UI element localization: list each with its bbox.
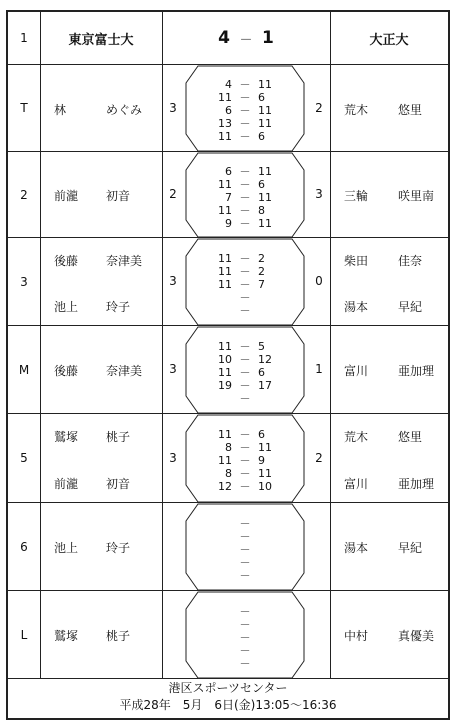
home-player-family-name: 後藤 xyxy=(54,364,79,378)
home-game-points: 11 xyxy=(218,178,232,191)
game-score-line xyxy=(186,480,304,493)
home-game-points: 13 xyxy=(218,117,232,130)
game-score-line xyxy=(186,467,304,480)
game-score-dash: － xyxy=(239,480,251,493)
away-player-family-name: 湯本 xyxy=(344,541,369,555)
home-game-points: 11 xyxy=(218,252,232,265)
home-player xyxy=(54,428,164,444)
home-player-family-name: 池上 xyxy=(54,541,79,555)
away-game-points: 10 xyxy=(258,480,272,493)
away-player-family-name: 荒木 xyxy=(344,102,369,117)
game-score-line xyxy=(186,291,304,304)
home-game-points: 11 xyxy=(218,454,232,467)
match-label: 2 xyxy=(20,187,28,202)
game-score-dash: － xyxy=(239,78,251,91)
home-game-points: 4 xyxy=(225,78,232,91)
away-game-points: 12 xyxy=(258,353,272,366)
away-game-points: 8 xyxy=(258,204,265,217)
game-score-line xyxy=(186,379,304,392)
game-score-dash: － xyxy=(239,117,251,130)
home-player xyxy=(54,627,164,643)
game-score-dash: － xyxy=(239,569,251,582)
home-games-won: 2 xyxy=(169,187,177,201)
game-score-dash: － xyxy=(239,454,251,467)
game-score-line xyxy=(186,441,304,454)
home-game-points: 11 xyxy=(218,278,232,291)
away-player xyxy=(344,101,454,117)
match-label: L xyxy=(20,627,28,642)
game-score-line xyxy=(186,454,304,467)
game-scores xyxy=(186,165,304,230)
home-games-won: 3 xyxy=(169,450,177,465)
home-player xyxy=(54,187,164,203)
venue: 港区スポーツセンター xyxy=(168,681,288,695)
game-score-line xyxy=(186,278,304,291)
away-player xyxy=(344,627,454,643)
game-score-line xyxy=(186,618,304,631)
away-player xyxy=(344,428,454,444)
game-scores xyxy=(186,252,304,317)
away-player-given-name: 佳奈 xyxy=(398,254,423,268)
game-score-dash: － xyxy=(239,379,251,392)
game-score-dash: － xyxy=(239,165,251,178)
game-score-dash: － xyxy=(239,428,251,441)
home-player xyxy=(54,475,164,491)
game-score-dash: － xyxy=(239,304,251,317)
home-team-name: 東京富士大 xyxy=(68,32,134,48)
home-game-points: 11 xyxy=(218,130,232,143)
away-player-given-name: 早紀 xyxy=(398,541,423,555)
game-score-dash: － xyxy=(239,441,251,454)
game-score-dash: － xyxy=(239,517,251,530)
score-separator: － xyxy=(239,32,253,48)
game-scores xyxy=(186,78,304,143)
away-player-given-name: 咲里南 xyxy=(398,189,435,203)
away-player-given-name: 悠里 xyxy=(398,430,423,444)
home-game-points: 11 xyxy=(218,91,232,104)
game-score-line xyxy=(186,78,304,91)
home-player-family-name: 林 xyxy=(54,102,67,117)
home-player-family-name: 池上 xyxy=(54,300,79,314)
home-player-given-name: 玲子 xyxy=(106,300,131,314)
game-score-dash: － xyxy=(239,340,251,353)
game-score-line xyxy=(186,178,304,191)
home-player xyxy=(54,298,164,314)
away-player-given-name: 亜加理 xyxy=(398,364,435,378)
game-score-dash: － xyxy=(239,631,251,644)
game-score-line xyxy=(186,392,304,405)
home-game-points: 8 xyxy=(225,467,232,480)
match-label: M xyxy=(18,362,30,377)
game-score-line xyxy=(186,217,304,230)
round-number: 1 xyxy=(20,31,28,45)
game-score-line xyxy=(186,657,304,670)
game-score-dash: － xyxy=(239,605,251,618)
away-game-points: 11 xyxy=(258,117,272,130)
home-player-family-name: 前瀧 xyxy=(54,189,79,203)
home-game-points: 11 xyxy=(218,265,232,278)
away-game-points: 11 xyxy=(258,191,272,204)
away-games-won: 0 xyxy=(315,274,323,288)
game-score-line xyxy=(186,428,304,441)
away-game-points: 2 xyxy=(258,252,265,265)
game-score-dash: － xyxy=(239,467,251,480)
home-game-points: 19 xyxy=(218,379,232,392)
match-label: 3 xyxy=(20,274,28,289)
away-player xyxy=(344,539,454,555)
away-player-given-name: 早紀 xyxy=(398,300,423,314)
game-score-line xyxy=(186,644,304,657)
away-game-points: 7 xyxy=(258,278,265,291)
away-game-points: 6 xyxy=(258,178,265,191)
home-player-given-name: 奈津美 xyxy=(106,254,143,268)
away-player-family-name: 三輪 xyxy=(344,189,369,203)
game-score-dash: － xyxy=(239,543,251,556)
game-score-dash: － xyxy=(239,204,251,217)
home-team-score: 4 xyxy=(218,28,230,48)
away-team-score: 1 xyxy=(262,28,274,48)
game-score-line xyxy=(186,130,304,143)
away-player-given-name: 亜加理 xyxy=(398,477,435,491)
away-game-points: 11 xyxy=(258,217,272,230)
home-player-given-name: 初音 xyxy=(106,189,131,203)
game-score-dash: － xyxy=(239,530,251,543)
game-score-dash: － xyxy=(239,91,251,104)
away-player-family-name: 湯本 xyxy=(344,300,369,314)
match-row xyxy=(8,326,448,414)
game-score-dash: － xyxy=(239,252,251,265)
home-player-given-name: めぐみ xyxy=(106,102,143,117)
game-score-line xyxy=(186,517,304,530)
game-score-line xyxy=(186,366,304,379)
home-player-given-name: 桃子 xyxy=(106,629,131,643)
match-label: 6 xyxy=(20,539,28,554)
away-player-family-name: 富川 xyxy=(344,477,369,491)
away-games-won: 1 xyxy=(315,362,323,376)
away-player-family-name: 富川 xyxy=(344,364,369,378)
home-game-points: 9 xyxy=(225,217,232,230)
match-row xyxy=(8,503,448,591)
game-score-dash: － xyxy=(239,657,251,670)
away-player xyxy=(344,252,454,268)
home-player xyxy=(54,362,164,378)
away-game-points: 5 xyxy=(258,340,265,353)
match-row xyxy=(8,65,448,152)
home-game-points: 11 xyxy=(218,204,232,217)
game-score-line xyxy=(186,543,304,556)
away-player xyxy=(344,187,454,203)
match-row xyxy=(8,238,448,326)
home-games-won: 3 xyxy=(169,362,177,376)
game-scores xyxy=(186,340,304,405)
game-score-dash: － xyxy=(239,366,251,379)
away-games-won: 2 xyxy=(315,100,323,115)
home-player-family-name: 鷲塚 xyxy=(54,430,79,444)
game-score-line xyxy=(186,265,304,278)
away-player xyxy=(344,475,454,491)
game-score-dash: － xyxy=(239,392,251,405)
game-score-dash: － xyxy=(239,353,251,366)
away-game-points: 11 xyxy=(258,104,272,117)
game-score-dash: － xyxy=(239,191,251,204)
footer xyxy=(8,676,448,718)
game-scores xyxy=(186,605,304,670)
game-score-line xyxy=(186,631,304,644)
game-score-line xyxy=(186,165,304,178)
game-score-line xyxy=(186,340,304,353)
home-player-family-name: 前瀧 xyxy=(54,477,79,491)
game-score-line xyxy=(186,117,304,130)
home-game-points: 8 xyxy=(225,441,232,454)
away-player-given-name: 悠里 xyxy=(398,102,423,117)
match-label: 5 xyxy=(20,451,28,465)
match-label: T xyxy=(20,101,28,115)
game-score-line xyxy=(186,252,304,265)
match-scoresheet xyxy=(6,10,450,720)
away-game-points: 17 xyxy=(258,379,272,392)
away-game-points: 9 xyxy=(258,454,265,467)
away-game-points: 6 xyxy=(258,428,265,441)
game-score-dash: － xyxy=(239,618,251,631)
away-player-family-name: 荒木 xyxy=(344,430,369,444)
home-player-family-name: 後藤 xyxy=(54,254,79,268)
home-player-given-name: 玲子 xyxy=(106,541,131,555)
game-scores xyxy=(186,517,304,582)
away-game-points: 6 xyxy=(258,130,265,143)
game-score-dash: － xyxy=(239,291,251,304)
match-date: 平成28年 5月 6日(金)13:05～16:36 xyxy=(119,698,337,712)
game-score-dash: － xyxy=(239,217,251,230)
away-game-points: 2 xyxy=(258,265,265,278)
match-row xyxy=(8,414,448,503)
home-player-family-name: 鷲塚 xyxy=(54,629,79,643)
away-game-points: 6 xyxy=(258,91,265,104)
away-player xyxy=(344,362,454,378)
away-game-points: 6 xyxy=(258,366,265,379)
home-games-won: 3 xyxy=(169,274,177,288)
game-score-dash: － xyxy=(239,278,251,291)
home-player xyxy=(54,539,164,555)
game-score-line xyxy=(186,530,304,543)
home-player xyxy=(54,101,164,117)
away-games-won: 3 xyxy=(315,187,323,201)
game-score-line xyxy=(186,191,304,204)
home-game-points: 11 xyxy=(218,340,232,353)
away-game-points: 11 xyxy=(258,165,272,178)
game-score-line xyxy=(186,353,304,366)
game-score-line xyxy=(186,204,304,217)
team-score xyxy=(162,12,330,64)
game-score-line xyxy=(186,556,304,569)
game-score-dash: － xyxy=(239,556,251,569)
game-score-dash: － xyxy=(239,104,251,117)
game-score-line xyxy=(186,569,304,582)
away-game-points: 11 xyxy=(258,441,272,454)
home-player-given-name: 奈津美 xyxy=(106,364,143,378)
away-game-points: 11 xyxy=(258,78,272,91)
home-game-points: 6 xyxy=(225,165,232,178)
game-score-line xyxy=(186,304,304,317)
home-game-points: 10 xyxy=(218,353,232,366)
match-row xyxy=(8,591,448,679)
home-player xyxy=(54,252,164,268)
away-player-given-name: 真優美 xyxy=(398,629,435,643)
game-score-line xyxy=(186,91,304,104)
away-games-won: 2 xyxy=(315,450,323,465)
away-game-points: 11 xyxy=(258,467,272,480)
game-score-dash: － xyxy=(239,178,251,191)
home-games-won: 3 xyxy=(169,100,177,115)
game-score-line xyxy=(186,104,304,117)
away-player-family-name: 中村 xyxy=(344,629,369,643)
home-game-points: 12 xyxy=(218,480,232,493)
home-game-points: 6 xyxy=(225,104,232,117)
game-scores xyxy=(186,428,304,493)
home-game-points: 11 xyxy=(218,366,232,379)
header-row xyxy=(8,12,448,65)
away-player-family-name: 柴田 xyxy=(344,254,369,268)
away-player xyxy=(344,298,454,314)
game-score-dash: － xyxy=(239,644,251,657)
home-game-points: 11 xyxy=(218,428,232,441)
home-player-given-name: 初音 xyxy=(106,477,131,491)
match-row xyxy=(8,152,448,238)
game-score-dash: － xyxy=(239,265,251,278)
home-player-given-name: 桃子 xyxy=(106,430,131,444)
game-score-line xyxy=(186,605,304,618)
game-score-dash: － xyxy=(239,130,251,143)
home-game-points: 7 xyxy=(225,191,232,204)
away-team-name: 大正大 xyxy=(369,32,409,48)
